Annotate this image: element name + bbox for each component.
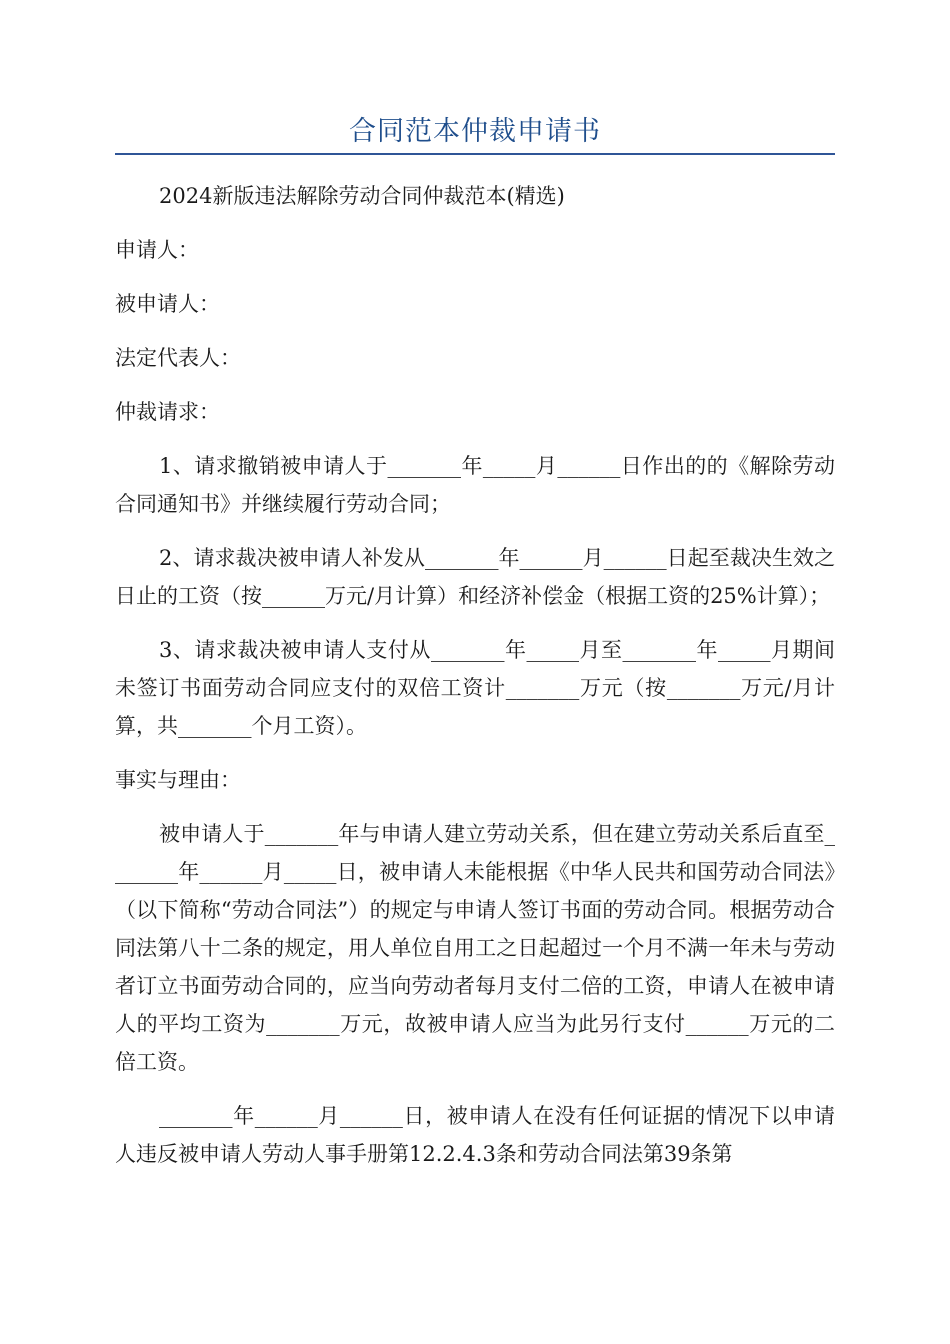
claim-item-3: 3、请求裁决被申请人支付从_______年_____月至_______年_____月期间未签订书面劳动合同应支付的双倍工资计_______万元（按_______万元/月计算，共_______个月工资）。 [115,638,835,738]
applicant-label: 申请人： [115,238,199,262]
facts-heading: 事实与理由： [115,768,241,792]
claim-item-2: 2、请求裁决被申请人补发从_______年______月______日起至裁决生效之日止的工资（按______万元/月计算）和经济补偿金（根据工资的25%计算）； [115,546,835,608]
claim-item-1: 1、请求撤销被申请人于_______年_____月______日作出的的《解除劳动合同通知书》并继续履行劳动合同； [115,454,835,516]
document-title: 合同范本仲裁申请书 [349,116,601,147]
legal-representative-label: 法定代表人： [115,346,241,370]
facts-paragraph-1: 被申请人于_______年与申请人建立劳动关系，但在建立劳动关系后直至_______年______月_____日，被申请人未能根据《中华人民共和国劳动合同法》（以下简称“劳动合同法”）的规定与申请人签订书面的劳动合同。根据劳动合同法第八十二条的规定，用人单位自用工之日起超过一个月不满一年未与劳动者订立书面劳动合同的，应当向劳动者每月支付二倍的工资，申请人在被申请人的平均工资为_______万元，故被申请人应当为此另行支付______万元的二倍工资。 [115,822,835,1074]
facts-paragraph-2: _______年______月______日，被申请人在没有任何证据的情况下以申请人违反被申请人劳动人事手册第12.2.4.3条和劳动合同法第39条第 [115,1104,835,1166]
document-body [115,177,835,1189]
respondent-label: 被申请人： [115,292,220,316]
document-subtitle: 2024新版违法解除劳动合同仲裁范本(精选) [159,184,565,208]
claims-heading: 仲裁请求： [115,400,220,424]
title-divider [115,153,835,155]
